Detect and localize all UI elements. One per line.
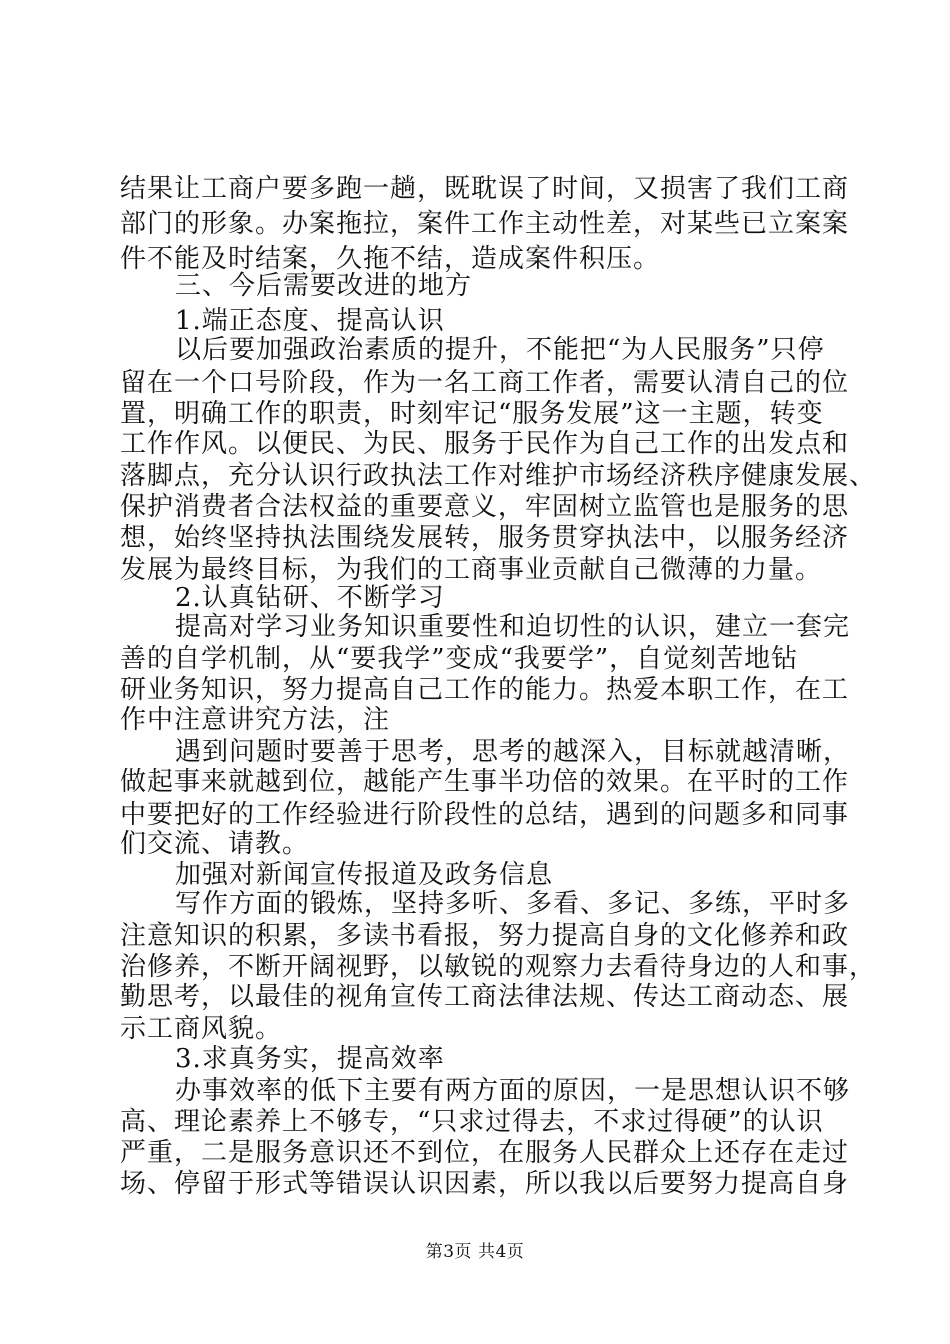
body-text-line: 高、理论素养上不够专，“只求过得去，不求过得硬”的认识 xyxy=(120,1107,824,1137)
body-text-line: 善的自学机制，从“要我学”变成“我要学”，自觉刻苦地钻 xyxy=(120,644,799,674)
body-text-line: 想，始终坚持执法围绕发展转，服务贯穿执法中，以服务经济 xyxy=(120,523,850,553)
subsection-heading: 1.端正态度、提高认识 xyxy=(175,306,445,336)
body-text-line: 中要把好的工作经验进行阶段性的总结，遇到的问题多和同事 xyxy=(120,800,850,830)
subsection-heading: 3.求真务实，提高效率 xyxy=(175,1044,445,1074)
subsection-heading: 2.认真钻研、不断学习 xyxy=(175,583,445,613)
body-text-line: 部门的形象。办案拖拉，案件工作主动性差，对某些已立案案 xyxy=(120,209,850,239)
body-text-line: 做起事来就越到位，越能产生事半功倍的效果。在平时的工作 xyxy=(120,767,850,797)
body-text-line: 结果让工商户要多跑一趟，既耽误了时间，又损害了我们工商 xyxy=(120,174,850,204)
body-text-line: 场、停留于形式等错误认识因素，所以我以后要努力提高自身 xyxy=(120,1169,850,1199)
body-text-line: 遇到问题时要善于思考，思考的越深入，目标就越清晰， xyxy=(175,737,851,767)
body-text-line: 加强对新闻宣传报道及政务信息 xyxy=(175,860,554,890)
section-heading: 三、今后需要改进的地方 xyxy=(175,271,473,301)
body-text-line: 置，明确工作的职责，时刻牢记“服务发展”这一主题，转变 xyxy=(120,399,824,429)
body-text-line: 以后要加强政治素质的提升，不能把“为人民服务”只停 xyxy=(175,335,825,365)
body-text-line: 留在一个口号阶段，作为一名工商工作者，需要认清自己的位 xyxy=(120,368,850,398)
body-text-line: 保护消费者合法权益的重要意义，牢固树立监管也是服务的思 xyxy=(120,492,850,522)
body-text-line: 研业务知识，努力提高自己工作的能力。热爱本职工作，在工 xyxy=(120,675,850,705)
body-text-line: 严重，二是服务意识还不到位，在服务人民群众上还存在走过 xyxy=(120,1138,850,1168)
page-number-footer: 第3页 共4页 xyxy=(425,1242,525,1262)
body-text-line: 办事效率的低下主要有两方面的原因，一是思想认识不够 xyxy=(175,1076,851,1106)
body-text-line: 作中注意讲究方法，注 xyxy=(120,705,391,735)
body-text-line: 写作方面的锻炼，坚持多听、多看、多记、多练，平时多 xyxy=(175,889,851,919)
body-text-line: 示工商风貌。 xyxy=(120,1014,283,1044)
body-text-line: 提高对学习业务知识重要性和迫切性的认识，建立一套完 xyxy=(175,612,851,642)
body-text-line: 们交流、请教。 xyxy=(120,829,310,859)
body-text-line: 工作作风。以便民、为民、服务于民作为自己工作的出发点和 xyxy=(120,429,850,459)
body-text-line: 落脚点，充分认识行政执法工作对维护市场经济秩序健康发展、 xyxy=(120,461,877,491)
body-text-line: 治修养，不断开阔视野，以敏锐的观察力去看待身边的人和事， xyxy=(120,952,877,982)
body-text-line: 件不能及时结案，久拖不结，造成案件积压。 xyxy=(120,244,661,274)
body-text-line: 注意知识的积累，多读书看报，努力提高自身的文化修养和政 xyxy=(120,921,850,951)
body-text-line: 勤思考，以最佳的视角宣传工商法律法规、传达工商动态、展 xyxy=(120,982,850,1012)
body-text-line: 发展为最终目标，为我们的工商事业贡献自己微薄的力量。 xyxy=(120,555,823,585)
